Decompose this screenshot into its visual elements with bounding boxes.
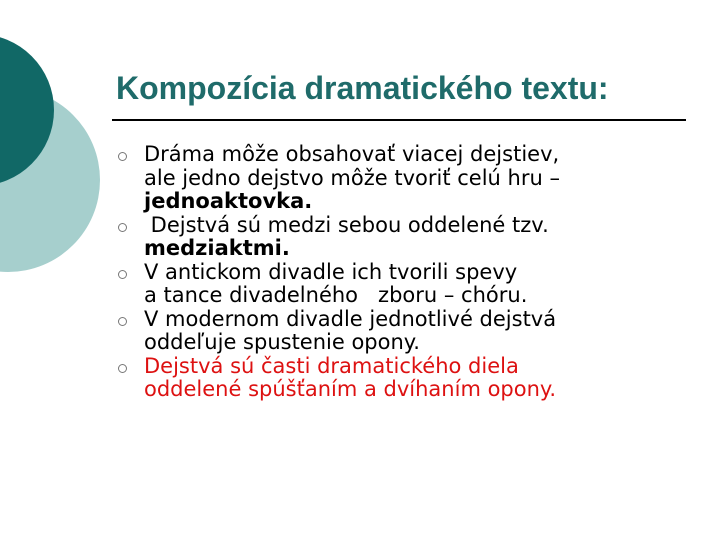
bullet-text-line: V antickom divadle ich tvorili spevy — [144, 259, 518, 284]
bullet-bold-term: jednoaktovka. — [144, 189, 313, 213]
bullet-item — [118, 143, 688, 214]
bullet-text-line: ale jedno dejstvo môže tvoriť celú hru – — [144, 165, 560, 190]
hollow-circle-bullet-icon — [118, 270, 127, 279]
bullet-list — [118, 143, 688, 402]
light-teal-circle — [0, 88, 100, 272]
bullet-text-line: V modernom divadle jednotlivé dejstvá — [144, 306, 557, 331]
hollow-circle-bullet-icon — [118, 152, 127, 161]
bullet-bold-term: medziaktmi. — [144, 236, 290, 260]
title-underline — [112, 119, 686, 121]
bullet-item — [118, 308, 688, 355]
bullet-text-line: Dráma môže obsahovať viacej dejstiev, — [144, 142, 560, 166]
bullet-text-line: oddeľuje spustenie opony. — [144, 330, 420, 354]
hollow-circle-bullet-icon — [118, 223, 127, 232]
bullet-text-line: Dejstvá sú medzi sebou oddelené tzv. — [144, 212, 549, 237]
bullet-item — [118, 261, 688, 308]
bullet-item — [118, 214, 688, 261]
slide-title: Kompozícia dramatického textu: — [116, 70, 609, 106]
bullet-text-line: a tance divadelného zboru – chóru. — [144, 283, 528, 307]
bullet-item — [118, 355, 688, 402]
hollow-circle-bullet-icon — [118, 364, 127, 373]
dark-teal-circle — [0, 34, 54, 186]
bullet-text-line: oddelené spúšťaním a dvíhaním opony. — [144, 377, 557, 401]
hollow-circle-bullet-icon — [118, 317, 127, 326]
bullet-text-line: Dejstvá sú časti dramatického diela — [144, 353, 519, 378]
